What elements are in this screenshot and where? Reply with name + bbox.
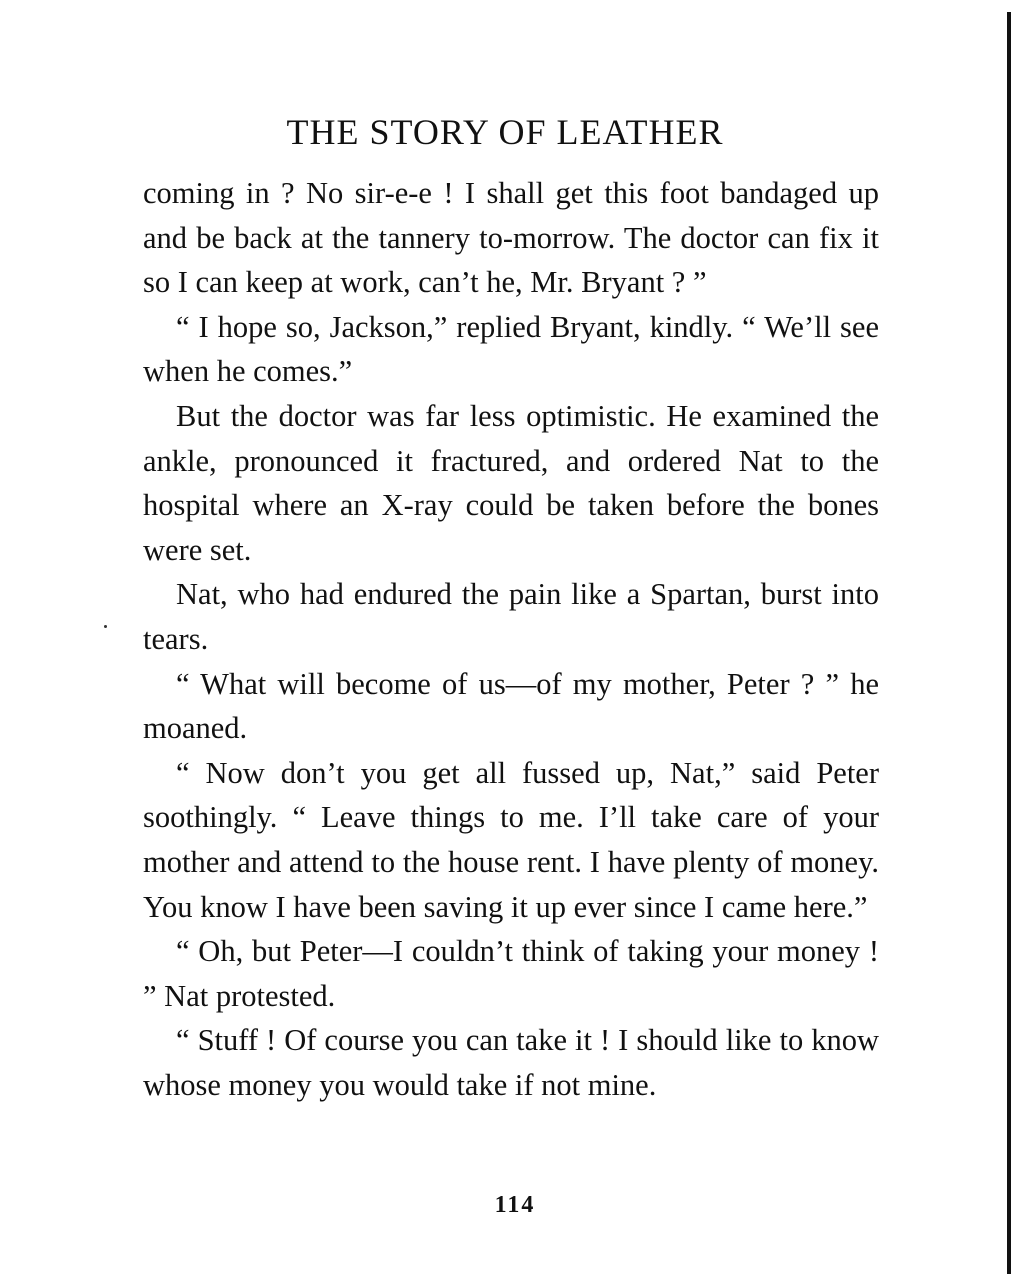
body-text [143,171,879,1107]
paragraph: “ Now don’t you get all fussed up, Nat,” said Peter soothingly. “ Leave things to me. I’ll take care of your mother and attend to the house rent. I have plenty of money. You know I have been saving it up ever since I came here.” [143,755,879,924]
paragraph: “ What will become of us—of my mother, Peter ? ” he moaned. [143,666,879,746]
paragraph: “ Oh, but Peter—I couldn’t think of taking your money ! ” Nat protested. [143,934,879,1013]
paragraph: “ Stuff ! Of course you can take it ! I should like to know whose money you would take if not mine. [143,1023,879,1102]
page-edge-line [1007,12,1011,1274]
running-head: THE STORY OF LEATHER [286,112,724,152]
paragraph: “ I hope so, Jackson,” replied Bryant, kindly. “ We’ll see when he comes.” [143,309,879,389]
paragraph: coming in ? No sir-e-e ! I shall get this foot bandaged up and be back at the tannery to-morrow. The doctor can fix it so I can keep at work, can’t he, Mr. Bryant ? ” [143,176,879,300]
paragraph: Nat, who had endured the pain like a Spartan, burst into tears. [143,577,879,656]
print-speck [104,625,107,628]
page-number: 114 [494,1192,536,1218]
paragraph: But the doctor was far less optimistic. He examined the ankle, pronounced it fractured, and ordered Nat to the hospital where an X-ray could be taken before the bones were set. [143,398,879,567]
